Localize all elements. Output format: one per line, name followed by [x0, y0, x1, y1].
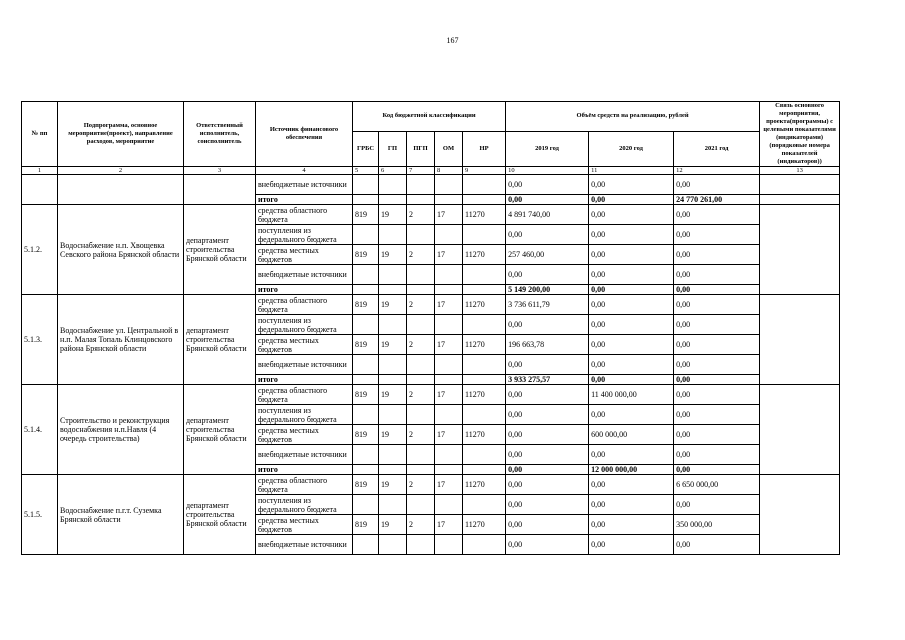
source-cell: внебюджетные источники: [256, 175, 353, 195]
value-cell: 0,00: [506, 445, 589, 465]
source-cell: средства областного бюджета: [256, 295, 353, 315]
table-row: [22, 175, 840, 195]
value-cell: 4 891 740,00: [506, 205, 589, 225]
value-cell: 196 663,78: [506, 335, 589, 355]
value-cell: 0,00: [674, 425, 760, 445]
code-pgp: 2: [407, 205, 435, 225]
code-pgp: 2: [407, 425, 435, 445]
code-nr: 11270: [463, 295, 506, 315]
item-responsible: департамент строительства Брянской области: [184, 205, 256, 295]
value-cell: 0,00: [674, 225, 760, 245]
value-cell: 0,00: [589, 285, 674, 295]
code-grbs: 819: [353, 515, 379, 535]
value-cell: 6 650 000,00: [674, 475, 760, 495]
col-number: 2: [58, 167, 184, 175]
page-number: 167: [446, 36, 459, 45]
col-number: 4: [256, 167, 353, 175]
col-number: 9: [463, 167, 506, 175]
code-om: 17: [435, 335, 463, 355]
value-cell: 0,00: [589, 405, 674, 425]
value-cell: 0,00: [674, 335, 760, 355]
value-cell: 5 149 200,00: [506, 285, 589, 295]
code-om: 17: [435, 385, 463, 405]
value-cell: 0,00: [589, 315, 674, 335]
value-cell: 0,00: [674, 495, 760, 515]
source-cell: поступления из федерального бюджета: [256, 315, 353, 335]
value-cell: 3 736 611,79: [506, 295, 589, 315]
table-row: [22, 385, 840, 405]
code-gp: 19: [379, 425, 407, 445]
source-cell: внебюджетные источники: [256, 265, 353, 285]
item-responsible: департамент строительства Брянской области: [184, 475, 256, 555]
code-gp: 19: [379, 295, 407, 315]
value-cell: 0,00: [674, 285, 760, 295]
code-gp: 19: [379, 515, 407, 535]
value-cell: 3 933 275,57: [506, 375, 589, 385]
value-cell: 0,00: [589, 335, 674, 355]
code-gp: 19: [379, 335, 407, 355]
source-cell: средства областного бюджета: [256, 385, 353, 405]
item-name: Строительство и реконструкция водоснабжения н.п.Навля (4 очередь строительства): [58, 385, 184, 475]
code-nr: 11270: [463, 515, 506, 535]
code-om: 17: [435, 475, 463, 495]
header-name: Подпрограмма, основное мероприятие(проект), направление расходов, мероприятие: [58, 102, 184, 167]
col-number: 10: [506, 167, 589, 175]
item-name: Водоснабжение н.п. Хвощевка Севского района Брянской области: [58, 205, 184, 295]
item-name: Водоснабжение ул. Центральной в н.п. Малая Топаль Клинцовского района Брянской области: [58, 295, 184, 385]
code-pgp: 2: [407, 335, 435, 355]
value-cell: 257 460,00: [506, 245, 589, 265]
code-om: 17: [435, 295, 463, 315]
header-volume: Объём средств на реализацию, рублей: [506, 102, 760, 132]
code-grbs: 819: [353, 245, 379, 265]
value-cell: 0,00: [589, 495, 674, 515]
col-number: 3: [184, 167, 256, 175]
table-row: [22, 475, 840, 495]
value-cell: 0,00: [506, 175, 589, 195]
code-pgp: 2: [407, 515, 435, 535]
code-nr: 11270: [463, 335, 506, 355]
col-number: 1: [22, 167, 58, 175]
source-cell: средства местных бюджетов: [256, 335, 353, 355]
value-cell: 0,00: [589, 175, 674, 195]
code-nr: 11270: [463, 475, 506, 495]
table-row: [22, 295, 840, 315]
value-cell: 0,00: [589, 295, 674, 315]
value-cell: 0,00: [589, 535, 674, 555]
value-cell: 12 000 000,00: [589, 465, 674, 475]
value-cell: 0,00: [589, 225, 674, 245]
value-cell: 0,00: [506, 225, 589, 245]
code-grbs: 819: [353, 475, 379, 495]
code-om: 17: [435, 515, 463, 535]
value-cell: 0,00: [589, 515, 674, 535]
value-cell: 0,00: [589, 195, 674, 205]
item-responsible: департамент строительства Брянской области: [184, 295, 256, 385]
header-om: ОМ: [435, 131, 463, 166]
value-cell: 11 400 000,00: [589, 385, 674, 405]
value-cell: 0,00: [674, 265, 760, 285]
code-nr: 11270: [463, 385, 506, 405]
code-gp: 19: [379, 205, 407, 225]
value-cell: 0,00: [589, 475, 674, 495]
source-cell: итого: [256, 465, 353, 475]
value-cell: 0,00: [589, 355, 674, 375]
code-gp: 19: [379, 475, 407, 495]
col-number: 8: [435, 167, 463, 175]
code-pgp: 2: [407, 295, 435, 315]
header-source: Источник финансового обеспечения: [256, 102, 353, 167]
col-number: 13: [760, 167, 840, 175]
source-cell: внебюджетные источники: [256, 355, 353, 375]
code-gp: 19: [379, 245, 407, 265]
value-cell: 0,00: [506, 355, 589, 375]
header-row: [22, 102, 840, 132]
source-cell: итого: [256, 285, 353, 295]
value-cell: 0,00: [506, 195, 589, 205]
value-cell: 0,00: [506, 495, 589, 515]
budget-table: [21, 101, 840, 555]
header-pgp: ПГП: [407, 131, 435, 166]
value-cell: 0,00: [589, 265, 674, 285]
value-cell: 0,00: [506, 265, 589, 285]
value-cell: 0,00: [674, 175, 760, 195]
col-number: 5: [353, 167, 379, 175]
source-cell: средства местных бюджетов: [256, 425, 353, 445]
value-cell: 0,00: [589, 205, 674, 225]
col-number: 6: [379, 167, 407, 175]
header-gp: ГП: [379, 131, 407, 166]
code-grbs: 819: [353, 385, 379, 405]
value-cell: 0,00: [506, 385, 589, 405]
value-cell: 0,00: [674, 355, 760, 375]
source-cell: поступления из федерального бюджета: [256, 225, 353, 245]
col-number: 12: [674, 167, 760, 175]
value-cell: 0,00: [674, 445, 760, 465]
source-cell: средства областного бюджета: [256, 205, 353, 225]
header-link: Связь основного мероприятия, проекта(программы) с целевыми показателями (индикаторами) (порядковые номера показателей (индикаторов)): [760, 102, 840, 167]
value-cell: 0,00: [506, 515, 589, 535]
code-grbs: 819: [353, 425, 379, 445]
value-cell: 0,00: [506, 425, 589, 445]
code-pgp: 2: [407, 475, 435, 495]
header-budget-code: Код бюджетной классификации: [353, 102, 506, 132]
code-grbs: 819: [353, 205, 379, 225]
source-cell: средства местных бюджетов: [256, 245, 353, 265]
header-nr: НР: [463, 131, 506, 166]
value-cell: 0,00: [674, 385, 760, 405]
code-grbs: 819: [353, 335, 379, 355]
code-om: 17: [435, 245, 463, 265]
header-2021: 2021 год: [674, 131, 760, 166]
item-number: 5.1.2.: [22, 205, 58, 295]
header-2020: 2020 год: [589, 131, 674, 166]
header-2019: 2019 год: [506, 131, 589, 166]
value-cell: 0,00: [674, 465, 760, 475]
col-number: 11: [589, 167, 674, 175]
value-cell: 600 000,00: [589, 425, 674, 445]
code-om: 17: [435, 205, 463, 225]
code-pgp: 2: [407, 245, 435, 265]
item-number: 5.1.4.: [22, 385, 58, 475]
value-cell: 0,00: [506, 535, 589, 555]
code-pgp: 2: [407, 385, 435, 405]
value-cell: 0,00: [674, 375, 760, 385]
value-cell: 350 000,00: [674, 515, 760, 535]
item-name: Водоснабжение п.г.т. Суземка Брянской области: [58, 475, 184, 555]
value-cell: 0,00: [674, 315, 760, 335]
value-cell: 0,00: [589, 375, 674, 385]
code-gp: 19: [379, 385, 407, 405]
value-cell: 0,00: [674, 245, 760, 265]
item-number: 5.1.5.: [22, 475, 58, 555]
value-cell: 0,00: [674, 295, 760, 315]
source-cell: средства местных бюджетов: [256, 515, 353, 535]
source-cell: внебюджетные источники: [256, 445, 353, 465]
value-cell: 0,00: [589, 445, 674, 465]
code-om: 17: [435, 425, 463, 445]
value-cell: 0,00: [674, 535, 760, 555]
item-responsible: департамент строительства Брянской области: [184, 385, 256, 475]
value-cell: 24 770 261,00: [674, 195, 760, 205]
source-cell: итого: [256, 375, 353, 385]
source-cell: итого: [256, 195, 353, 205]
value-cell: 0,00: [674, 205, 760, 225]
code-nr: 11270: [463, 245, 506, 265]
header-responsible: Ответственный исполнитель, соисполнитель: [184, 102, 256, 167]
code-nr: 11270: [463, 205, 506, 225]
table-row: [22, 205, 840, 225]
header-grbs: ГРБС: [353, 131, 379, 166]
source-cell: поступления из федерального бюджета: [256, 495, 353, 515]
col-number: 7: [407, 167, 435, 175]
source-cell: поступления из федерального бюджета: [256, 405, 353, 425]
column-number-row: [22, 167, 840, 175]
header-num: № пп: [22, 102, 58, 167]
value-cell: 0,00: [506, 475, 589, 495]
value-cell: 0,00: [506, 405, 589, 425]
value-cell: 0,00: [674, 405, 760, 425]
source-cell: внебюджетные источники: [256, 535, 353, 555]
value-cell: 0,00: [506, 465, 589, 475]
item-number: 5.1.3.: [22, 295, 58, 385]
value-cell: 0,00: [506, 315, 589, 335]
code-nr: 11270: [463, 425, 506, 445]
source-cell: средства областного бюджета: [256, 475, 353, 495]
code-grbs: 819: [353, 295, 379, 315]
value-cell: 0,00: [589, 245, 674, 265]
